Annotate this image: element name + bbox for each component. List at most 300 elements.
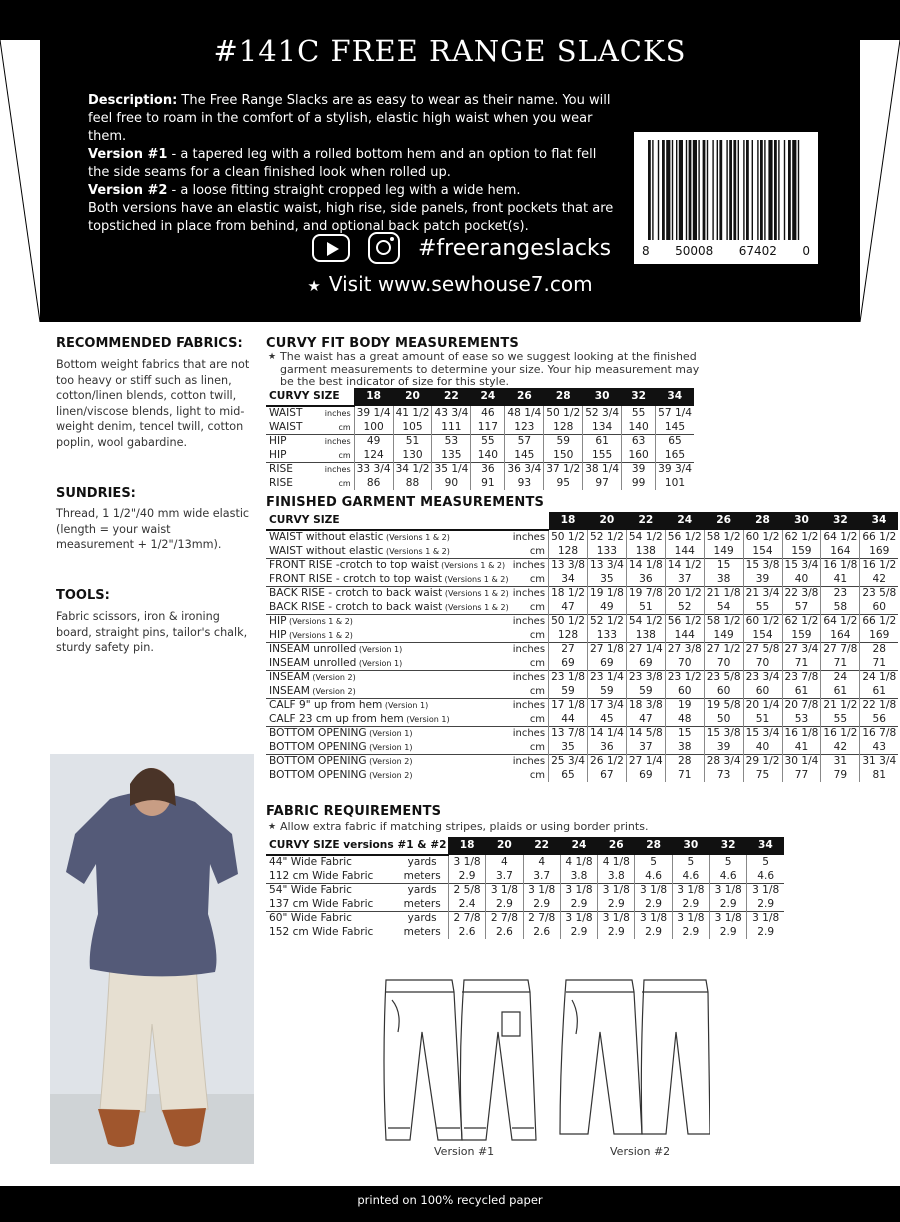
table-cell: 95: [544, 477, 583, 491]
row-label: 112 cm Wide Fabric: [269, 869, 374, 882]
version1-label: Version #1: [434, 1145, 495, 1158]
table-cell: 23 1/2: [665, 671, 704, 685]
unit-label: meters: [403, 869, 441, 882]
table-cell: 20 7/8: [782, 699, 821, 713]
tools-heading: TOOLS:: [56, 588, 110, 603]
table-cell: 61: [860, 685, 898, 699]
table-cell: 2.9: [672, 926, 709, 940]
table-cell: 22 1/8: [860, 699, 898, 713]
table-cell: 36: [471, 463, 505, 477]
table-cell: 36: [626, 573, 665, 587]
table-cell: 15: [665, 727, 704, 741]
table-cell: 3 1/8: [672, 884, 709, 898]
size-col-header: 32: [710, 837, 747, 855]
table-cell: 19: [665, 699, 704, 713]
table-cell: 2.9: [598, 898, 635, 912]
table-cell: 4 1/8: [560, 855, 597, 870]
table-cell: 15 3/8: [704, 727, 743, 741]
table-row: [266, 629, 898, 643]
version2-label: Version #2: [610, 1145, 671, 1158]
barcode-digit: 0: [802, 244, 810, 258]
table-cell: 5: [747, 855, 784, 870]
table-cell: 31: [821, 755, 860, 769]
table-row: [266, 855, 784, 870]
unit-label: cm: [338, 422, 351, 432]
table-cell: 133: [587, 629, 626, 643]
fabrics-heading: RECOMMENDED FABRICS:: [56, 336, 243, 351]
table-cell: 30 1/4: [782, 755, 821, 769]
table-cell: 41 1/2: [393, 406, 432, 421]
table-row: [266, 406, 694, 421]
table-cell: 42: [821, 741, 860, 755]
table-cell: 4: [486, 855, 523, 870]
version1-line: Version #1 - a tapered leg with a rolled bottom hem and an option to flat fell the side seams for a clean finished look when rolled up.: [88, 147, 597, 180]
row-label: WAIST: [269, 407, 303, 419]
table-cell: 39: [704, 741, 743, 755]
table-cell: 60 1/2: [743, 530, 782, 545]
unit-label: cm: [338, 478, 351, 488]
table-cell: 57: [505, 435, 544, 449]
table-cell: 27 1/2: [704, 643, 743, 657]
table-cell: 20 1/2: [665, 587, 704, 601]
table-cell: 50 1/2: [544, 406, 583, 421]
row-label: WAIST without elastic (Versions 1 & 2): [269, 531, 450, 543]
size-col-header: 20: [587, 512, 626, 530]
table-cell: 5: [635, 855, 672, 870]
table-row: [266, 699, 898, 713]
table-cell: 34 1/2: [393, 463, 432, 477]
table-cell: 2.9: [486, 898, 523, 912]
table-row: [266, 713, 898, 727]
table-cell: 2.9: [523, 898, 560, 912]
table-cell: 128: [549, 629, 588, 643]
unit-label: cm: [529, 629, 546, 641]
table-cell: 53: [432, 435, 471, 449]
size-col-header: 34: [656, 388, 694, 406]
unit-label: yards: [407, 856, 437, 868]
both-versions-line: Both versions have an elastic waist, high rise, side panels, front pockets that are topstiched in place from behind, and optional back patch pocket(s).: [88, 201, 614, 234]
table-cell: 39: [622, 463, 656, 477]
table-row: [266, 573, 898, 587]
table-cell: 2.9: [560, 926, 597, 940]
table-cell: 55: [821, 713, 860, 727]
size-col-header: 26: [505, 388, 544, 406]
pattern-title: #141C FREE RANGE SLACKS: [213, 34, 687, 68]
barcode-bar: [743, 140, 744, 240]
row-label: INSEAM (Version 2): [266, 671, 511, 685]
barcode-bar: [768, 140, 772, 240]
sundries-text: Thread, 1 1/2"/40 mm wide elastic (length = your waist measurement + 1/2"/13mm).: [56, 507, 250, 552]
table-cell: 19 7/8: [626, 587, 665, 601]
barcode-bar: [774, 140, 777, 240]
row-label: INSEAM (Version 2): [269, 684, 356, 697]
table-cell: 55: [743, 601, 782, 615]
table-cell: 27 5/8: [743, 643, 782, 657]
body-measurements-table: [266, 388, 694, 490]
table-cell: 24 1/8: [860, 671, 898, 685]
social-row: [312, 232, 611, 264]
table-cell: 63: [622, 435, 656, 449]
unit-label: inches: [511, 671, 549, 685]
row-label: BACK RISE - crotch to back waist (Versions 1 & 2): [266, 587, 511, 601]
table-cell: 42: [860, 573, 898, 587]
table-cell: 69: [587, 657, 626, 671]
table-cell: 27 1/4: [626, 643, 665, 657]
table-cell: 117: [471, 421, 505, 435]
table-cell: 70: [743, 657, 782, 671]
table-cell: 15 3/4: [782, 559, 821, 573]
table-cell: 155: [583, 449, 622, 463]
barcode-bar: [746, 140, 749, 240]
table-cell: 169: [860, 629, 898, 643]
row-label: 152 cm Wide Fabric: [269, 925, 374, 938]
table-row: [266, 545, 898, 559]
table-cell: 3 1/8: [710, 912, 747, 926]
size-col-header: 22: [523, 837, 560, 855]
table-cell: 3 1/8: [598, 912, 635, 926]
table-cell: 52 1/2: [587, 530, 626, 545]
table-cell: 4 1/8: [598, 855, 635, 870]
table-cell: 3 1/8: [710, 884, 747, 898]
table-cell: 138: [626, 629, 665, 643]
unit-label: inches: [511, 727, 549, 741]
table-cell: 52 1/2: [587, 615, 626, 629]
table-cell: 40: [743, 741, 782, 755]
unit-label: meters: [403, 897, 441, 910]
table-cell: 154: [743, 629, 782, 643]
table-cell: 28: [860, 643, 898, 657]
table-cell: 93: [505, 477, 544, 491]
table-cell: 35: [549, 741, 588, 755]
table-cell: 27 1/8: [587, 643, 626, 657]
website-line[interactable]: [0, 272, 900, 296]
table-cell: 164: [821, 629, 860, 643]
row-label: FRONT RISE -crotch to top waist (Versions 1 & 2): [266, 559, 511, 573]
row-label: CALF 9" up from hem (Version 1): [266, 699, 511, 713]
barcode-digit: 67402: [738, 244, 777, 258]
table-row: [266, 615, 898, 629]
table-cell: 16 1/8: [821, 559, 860, 573]
barcode-bar: [672, 140, 673, 240]
table-cell: 23 5/8: [704, 671, 743, 685]
table-cell: 2 7/8: [523, 912, 560, 926]
table-cell: 138: [626, 545, 665, 559]
table-cell: 60: [704, 685, 743, 699]
hashtag[interactable]: #freerangeslacks: [418, 235, 612, 261]
barcode-bar: [738, 140, 739, 240]
table-cell: 144: [665, 629, 704, 643]
size-col-header: 32: [622, 388, 656, 406]
table-cell: 2.9: [448, 870, 485, 884]
table-cell: 69: [549, 657, 588, 671]
size-header: CURVY SIZE: [266, 388, 354, 406]
table-cell: 17 3/4: [587, 699, 626, 713]
fabric-requirements-heading: FABRIC REQUIREMENTS: [266, 804, 442, 819]
table-cell: 27 3/8: [665, 643, 704, 657]
table-cell: 58 1/2: [704, 530, 743, 545]
table-cell: 133: [587, 545, 626, 559]
table-cell: 54: [704, 601, 743, 615]
body-measurements-heading: CURVY FIT BODY MEASUREMENTS: [266, 336, 519, 351]
table-cell: 47: [626, 713, 665, 727]
table-cell: 23: [821, 587, 860, 601]
unit-label: inches: [511, 587, 549, 601]
table-cell: 3 1/8: [598, 884, 635, 898]
unit-label: cm: [338, 450, 351, 460]
table-cell: 56: [860, 713, 898, 727]
table-cell: 45: [587, 713, 626, 727]
table-cell: 2.6: [486, 926, 523, 940]
row-label: 54" Wide Fabric: [266, 884, 397, 898]
table-cell: 65: [549, 769, 588, 783]
table-cell: 23 1/8: [549, 671, 588, 685]
table-cell: 159: [782, 545, 821, 559]
table-cell: 2.9: [710, 898, 747, 912]
barcode-bar: [676, 140, 677, 240]
table-cell: 39 3/4: [656, 463, 694, 477]
technical-sketches: [380, 972, 710, 1144]
barcode: [634, 132, 818, 264]
size-col-header: 22: [432, 388, 471, 406]
table-cell: 145: [656, 421, 694, 435]
row-label: BOTTOM OPENING (Version 1): [269, 740, 413, 753]
table-cell: 21 1/8: [704, 587, 743, 601]
unit-label: yards: [397, 912, 448, 926]
table-cell: 2.4: [448, 898, 485, 912]
table-cell: 3.8: [560, 870, 597, 884]
unit-label: cm: [529, 573, 546, 585]
unit-label: cm: [529, 545, 546, 557]
instagram-icon[interactable]: [368, 232, 400, 264]
table-row: [266, 601, 898, 615]
row-label: WAIST: [269, 420, 303, 433]
row-label: BACK RISE - crotch to back waist (Versions 1 & 2): [269, 600, 509, 613]
table-cell: 43: [860, 741, 898, 755]
size-header: CURVY SIZE: [266, 512, 549, 530]
table-cell: 144: [665, 545, 704, 559]
row-label: HIP: [269, 448, 287, 461]
unit-label: inches: [315, 463, 355, 477]
table-row: [266, 769, 898, 783]
table-cell: 88: [393, 477, 432, 491]
barcode-bar: [784, 140, 785, 240]
star-icon: ★: [268, 352, 277, 362]
table-cell: 15 3/4: [743, 727, 782, 741]
table-cell: 64 1/2: [821, 615, 860, 629]
table-cell: 2.9: [710, 926, 747, 940]
table-cell: 39: [743, 573, 782, 587]
row-label: INSEAM unrolled (Version 1): [269, 656, 403, 669]
size-col-header: 28: [743, 512, 782, 530]
table-cell: 21 1/2: [821, 699, 860, 713]
size-col-header: 24: [471, 388, 505, 406]
barcode-bar: [788, 140, 791, 240]
barcode-bar: [798, 140, 799, 240]
table-cell: 2.9: [560, 898, 597, 912]
barcode-digit: 8: [642, 244, 650, 258]
table-cell: 123: [505, 421, 544, 435]
table-cell: 52 3/4: [583, 406, 622, 421]
table-row: [266, 463, 694, 477]
table-cell: 66 1/2: [860, 615, 898, 629]
table-cell: 17 1/8: [549, 699, 588, 713]
table-cell: 56 1/2: [665, 615, 704, 629]
size-col-header: 30: [583, 388, 622, 406]
table-cell: 2.6: [523, 926, 560, 940]
size-col-header: 18: [549, 512, 588, 530]
size-col-header: 20: [393, 388, 432, 406]
table-cell: 4.6: [672, 870, 709, 884]
table-cell: 159: [782, 629, 821, 643]
unit-label: inches: [511, 643, 549, 657]
table-cell: 5: [672, 855, 709, 870]
table-cell: 124: [354, 449, 393, 463]
table-cell: 14 1/2: [665, 559, 704, 573]
model-photo: [50, 754, 254, 1164]
table-cell: 14 5/8: [626, 727, 665, 741]
barcode-digit: 50008: [675, 244, 714, 258]
unit-label: inches: [315, 435, 355, 449]
table-cell: 51: [626, 601, 665, 615]
table-cell: 164: [821, 545, 860, 559]
table-row: [266, 559, 898, 573]
barcode-bar: [719, 140, 722, 240]
row-label: BOTTOM OPENING (Version 2): [269, 768, 413, 781]
size-col-header: 24: [560, 837, 597, 855]
table-cell: 3 1/8: [523, 884, 560, 898]
table-cell: 16 1/8: [782, 727, 821, 741]
table-cell: 33 3/4: [354, 463, 393, 477]
table-cell: 37: [626, 741, 665, 755]
table-cell: 58: [821, 601, 860, 615]
unit-label: inches: [324, 409, 351, 418]
unit-label: inches: [511, 615, 549, 629]
row-label: CALF 23 cm up from hem (Version 1): [269, 712, 450, 725]
table-cell: 128: [544, 421, 583, 435]
barcode-bar: [760, 140, 763, 240]
table-cell: 36: [587, 741, 626, 755]
table-cell: 21 3/4: [743, 587, 782, 601]
barcode-bar: [648, 140, 651, 240]
table-cell: 57: [782, 601, 821, 615]
size-col-header: 22: [626, 512, 665, 530]
table-cell: 13 3/8: [549, 559, 588, 573]
table-cell: 145: [505, 449, 544, 463]
table-row: [266, 741, 898, 755]
barcode-bar: [658, 140, 659, 240]
table-cell: 2.9: [672, 898, 709, 912]
table-cell: 27: [549, 643, 588, 657]
table-cell: 71: [665, 769, 704, 783]
barcode-bar: [726, 140, 727, 240]
tools-text: Fabric scissors, iron & ironing board, straight pins, tailor's chalk, sturdy safety pin.: [56, 610, 248, 655]
table-cell: 29 1/2: [743, 755, 782, 769]
table-cell: 2.9: [747, 898, 784, 912]
unit-label: yards: [397, 884, 448, 898]
table-cell: 66 1/2: [860, 530, 898, 545]
table-cell: 20 1/4: [743, 699, 782, 713]
table-cell: 23 5/8: [860, 587, 898, 601]
table-cell: 44: [549, 713, 588, 727]
table-cell: 38: [665, 741, 704, 755]
table-cell: 71: [782, 657, 821, 671]
description-line: Description: The Free Range Slacks are as easy to wear as their name. You will feel free to roam in the comfort of a stylish, elastic high waist when you wear them.: [88, 93, 611, 144]
table-cell: 60 1/2: [743, 615, 782, 629]
version2-line: Version #2 - a loose fitting straight cropped leg with a wide hem.: [88, 183, 521, 198]
table-cell: 27 1/4: [626, 755, 665, 769]
barcode-bar: [792, 140, 796, 240]
table-cell: 18 3/8: [626, 699, 665, 713]
star-icon: ★: [268, 822, 277, 832]
table-cell: 23 3/4: [743, 671, 782, 685]
website-link[interactable]: Visit www.sewhouse7.com: [328, 272, 593, 296]
barcode-bar: [679, 140, 683, 240]
table-cell: 3 1/8: [747, 912, 784, 926]
table-cell: 35: [587, 573, 626, 587]
table-cell: 2 7/8: [486, 912, 523, 926]
table-cell: 13 7/8: [549, 727, 588, 741]
table-cell: 37 1/2: [544, 463, 583, 477]
table-cell: 52: [665, 601, 704, 615]
row-label: 137 cm Wide Fabric: [269, 897, 374, 910]
row-label: BOTTOM OPENING (Version 1): [266, 727, 511, 741]
table-cell: 28: [665, 755, 704, 769]
table-row: [266, 477, 694, 491]
table-cell: 18 1/2: [549, 587, 588, 601]
barcode-bar: [703, 140, 706, 240]
table-cell: 4.6: [710, 870, 747, 884]
size-col-header: 24: [665, 512, 704, 530]
table-cell: 16 7/8: [860, 727, 898, 741]
table-cell: 53: [782, 713, 821, 727]
table-cell: 128: [549, 545, 588, 559]
table-cell: 140: [471, 449, 505, 463]
table-cell: 4: [523, 855, 560, 870]
table-cell: 75: [743, 769, 782, 783]
table-cell: 165: [656, 449, 694, 463]
fabric-note: ★ Allow extra fabric if matching stripes, plaids or using border prints.: [268, 820, 649, 833]
unit-label: cm: [529, 685, 546, 697]
barcode-bar: [729, 140, 732, 240]
table-cell: 149: [704, 629, 743, 643]
finished-measurements-heading: FINISHED GARMENT MEASUREMENTS: [266, 495, 545, 510]
table-cell: 90: [432, 477, 471, 491]
table-cell: 2 5/8: [448, 884, 485, 898]
table-row: [266, 530, 898, 545]
table-cell: 2 7/8: [448, 912, 485, 926]
table-cell: 135: [432, 449, 471, 463]
table-cell: 31 3/4: [860, 755, 898, 769]
table-cell: 150: [544, 449, 583, 463]
table-cell: 39 1/4: [354, 406, 393, 421]
table-cell: 61: [821, 685, 860, 699]
table-cell: 50: [704, 713, 743, 727]
barcode-bar: [662, 140, 665, 240]
table-cell: 49: [587, 601, 626, 615]
youtube-icon[interactable]: [312, 234, 350, 262]
table-cell: 36 3/4: [505, 463, 544, 477]
table-cell: 61: [583, 435, 622, 449]
star-icon: ★: [307, 277, 321, 295]
table-cell: 55: [471, 435, 505, 449]
row-label: HIP: [266, 435, 315, 449]
table-row: [266, 870, 784, 884]
table-cell: 86: [354, 477, 393, 491]
size-col-header: 18: [448, 837, 485, 855]
table-cell: 79: [821, 769, 860, 783]
table-cell: 2.9: [635, 926, 672, 940]
table-cell: 38 1/4: [583, 463, 622, 477]
